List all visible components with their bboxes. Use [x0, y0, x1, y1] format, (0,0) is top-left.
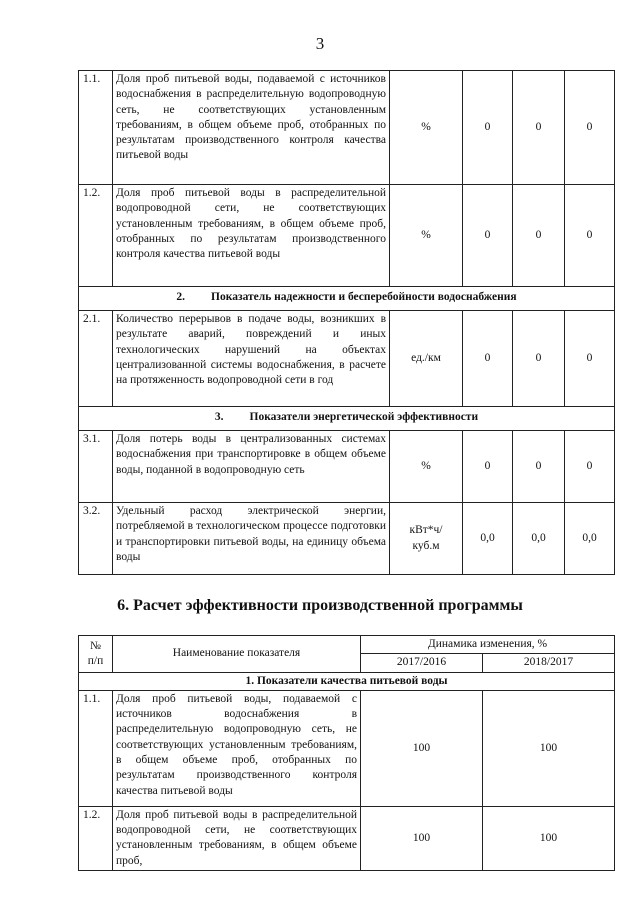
table-header-row	[79, 636, 615, 654]
page-number: 3	[315, 34, 325, 53]
indicator-description: Доля проб питьевой воды, подаваемой с источников водоснабжения в распределительную водопроводную сеть, не соответствующих установленным требованиям, в общем объеме проб, отобранных по результатам производственного контроля качества питьевой воды	[113, 690, 361, 806]
column-header-dynamics: Динамика изменения, %	[361, 636, 615, 654]
value-cell: 0	[565, 185, 615, 287]
value-cell: 0	[463, 185, 513, 287]
column-header-name: Наименование показателя	[113, 636, 361, 673]
value-cell: 0	[463, 431, 513, 503]
value-cell: 0	[565, 431, 615, 503]
unit-cell: %	[390, 431, 463, 503]
unit-line: кВт*ч/	[409, 524, 443, 537]
value-cell: 0	[463, 311, 513, 407]
row-number: 3.1.	[79, 431, 113, 503]
row-number: 1.2.	[79, 185, 113, 287]
unit-cell: %	[390, 185, 463, 287]
table-row	[79, 311, 615, 407]
table-row	[79, 503, 615, 575]
section-heading: 6. Расчет эффективности производственной программы	[117, 597, 523, 614]
indicator-description: Доля проб питьевой воды в распределительной водопроводной сети, не соответствующих установленным требованиям, в общем объеме проб,	[113, 806, 361, 870]
value-cell: 0	[463, 71, 513, 185]
value-cell: 100	[361, 690, 483, 806]
section-row	[79, 672, 615, 690]
section-number: 2.	[176, 291, 186, 303]
row-number: 3.2.	[79, 503, 113, 575]
header-line: №	[90, 639, 101, 652]
value-cell: 0	[513, 71, 565, 185]
column-header-period: 2017/2016	[361, 654, 483, 672]
value-cell: 100	[483, 806, 615, 870]
unit-line: куб.м	[412, 539, 440, 552]
value-cell: 0	[565, 311, 615, 407]
unit-cell	[390, 503, 463, 575]
table-row	[79, 690, 615, 806]
value-cell: 0	[513, 311, 565, 407]
indicator-description: Доля проб питьевой воды, подаваемой с источников водоснабжения в распределительную водопроводную сеть, не соответствующих установленным требованиям, в общем объеме проб, отобранных по результатам производственного контроля качества питьевой воды	[113, 71, 390, 185]
indicator-description: Количество перерывов в подаче воды, возникших в результате аварий, повреждений и иных технологических нарушений на объектах централизованной системы водоснабжения, в расчете на протяженность водопроводной сети в год	[113, 311, 390, 407]
indicator-description: Доля потерь воды в централизованных системах водоснабжения при транспортировке в общем объеме воды, поданной в водопроводную сеть	[113, 431, 390, 503]
section-title	[79, 407, 615, 431]
column-header-period: 2018/2017	[483, 654, 615, 672]
section-label: Показатели энергетической эффективности	[249, 411, 479, 423]
row-number: 2.1.	[79, 311, 113, 407]
section-label: Показатель надежности и бесперебойности водоснабжения	[211, 291, 517, 303]
section-row	[79, 287, 615, 311]
section-row	[79, 407, 615, 431]
value-cell: 100	[361, 806, 483, 870]
table-row	[79, 71, 615, 185]
value-cell: 0	[513, 431, 565, 503]
table-row	[79, 806, 615, 870]
efficiency-table	[78, 635, 615, 871]
indicators-table	[78, 70, 615, 575]
section-title	[79, 287, 615, 311]
column-header-number	[79, 636, 113, 673]
indicator-description: Удельный расход электрической энергии, потребляемой в технологическом процессе подготовки и транспортировки питьевой воды, на единицу объема воды	[113, 503, 390, 575]
section-number: 3.	[214, 411, 224, 423]
indicator-description: Доля проб питьевой воды в распределительной водопроводной сети, не соответствующих установленным требованиям, в общем объеме проб, отобранных по результатам производственного контроля качества питьевой воды	[113, 185, 390, 287]
section-title: 1. Показатели качества питьевой воды	[79, 672, 615, 690]
row-number: 1.1.	[79, 690, 113, 806]
value-cell: 0,0	[513, 503, 565, 575]
value-cell: 0	[565, 71, 615, 185]
row-number: 1.2.	[79, 806, 113, 870]
value-cell: 0	[513, 185, 565, 287]
table-row	[79, 431, 615, 503]
value-cell: 0,0	[565, 503, 615, 575]
unit-cell: ед./км	[390, 311, 463, 407]
value-cell: 0,0	[463, 503, 513, 575]
unit-cell: %	[390, 71, 463, 185]
header-line: п/п	[87, 654, 104, 667]
table-row	[79, 185, 615, 287]
row-number: 1.1.	[79, 71, 113, 185]
value-cell: 100	[483, 690, 615, 806]
